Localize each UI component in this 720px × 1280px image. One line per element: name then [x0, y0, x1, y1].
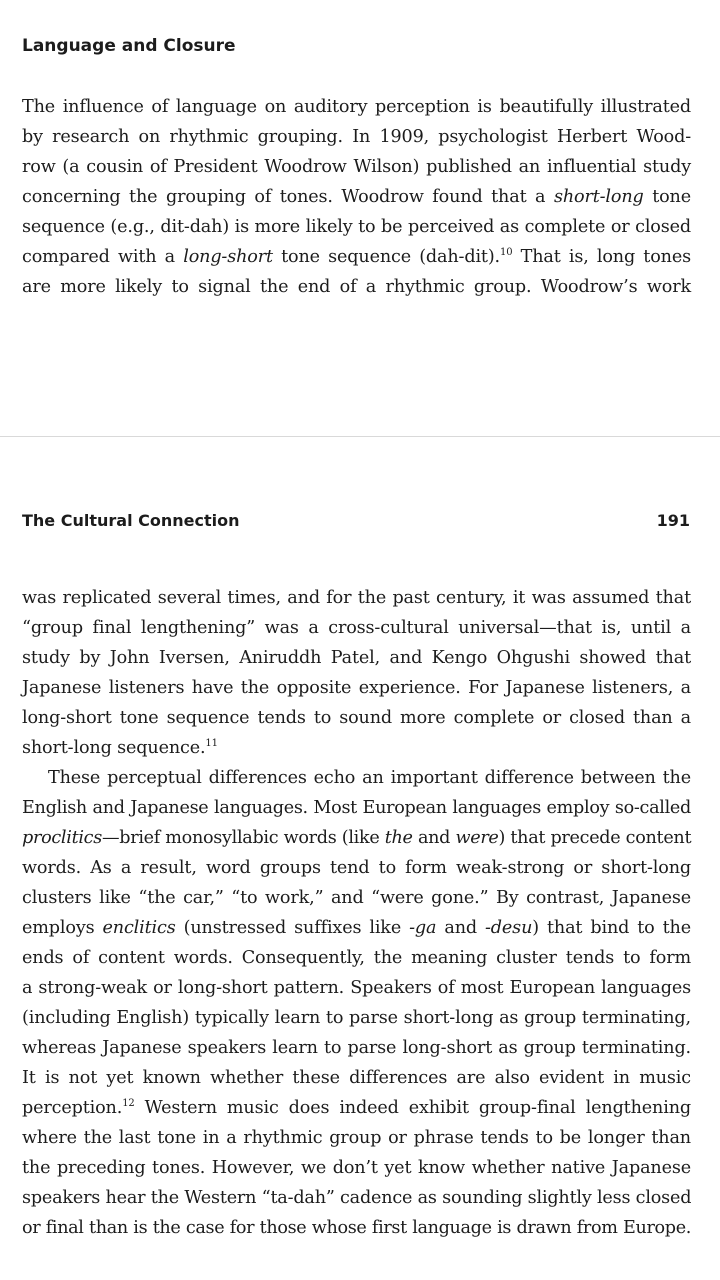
- text-line: short-long sequence.$^{11}$: [22, 738, 218, 758]
- text-line: was replicated several times, and for the past century, it was assumed that: [22, 588, 691, 608]
- text-line: the preceding tones. However, we don’t yet know whether native Japanese: [22, 1158, 691, 1178]
- italic-term: proclitics: [22, 828, 102, 848]
- bottom-body-text: [22, 583, 691, 1243]
- text-line: speakers hear the Western “ta-dah” cadence as sounding slightly less closed: [22, 1188, 692, 1208]
- italic-term: short-long: [553, 187, 644, 207]
- italic-term: enclitics: [102, 918, 176, 938]
- text-line: study by John Iversen, Aniruddh Patel, and Kengo Ohgushi showed that: [22, 648, 691, 668]
- text-line: employs enclitics (unstressed suffixes like -ga and -desu) that bind to the: [22, 918, 691, 938]
- text-line: “group final lengthening” was a cross-cultural universal—that is, until a: [22, 618, 691, 638]
- text-line: sequence (e.g., dit-dah) is more likely to be perceived as complete or closed: [22, 217, 691, 237]
- top-body-text: [22, 92, 691, 302]
- page-number: 191: [656, 511, 690, 530]
- footnote-ref: 12: [122, 1098, 135, 1110]
- text-line: row (a cousin of President Woodrow Wilson) published an influential study: [22, 157, 691, 177]
- italic-term: -desu: [485, 918, 533, 938]
- text-line: It is not yet known whether these differences are also evident in music: [22, 1068, 691, 1088]
- footnote-ref: 10: [500, 247, 513, 259]
- footnote-ref: 11: [205, 738, 218, 750]
- text-line: English and Japanese languages. Most European languages employ so-called: [22, 798, 691, 818]
- text-line: by research on rhythmic grouping. In 1909, psychologist Herbert Wood-: [22, 127, 691, 147]
- bottom-page: [0, 437, 720, 1280]
- text-line: clusters like “the car,” “to work,” and “were gone.” By contrast, Japanese: [22, 888, 691, 908]
- running-head: The Cultural Connection: [22, 511, 240, 530]
- text-line: ends of content words. Consequently, the meaning cluster tends to form: [22, 948, 691, 968]
- text-line: These perceptual differences echo an important difference between the: [48, 768, 691, 788]
- text-line: words. As a result, word groups tend to form weak-strong or short-long: [22, 858, 691, 878]
- text-line: Japanese listeners have the opposite experience. For Japanese listeners, a: [22, 678, 691, 698]
- text-line: or final than is the case for those whose first language is drawn from Europe.: [22, 1218, 691, 1238]
- text-line: concerning the grouping of tones. Woodrow found that a short-long tone: [22, 187, 691, 207]
- section-heading: Language and Closure: [22, 36, 236, 56]
- text-line: a strong-weak or long-short pattern. Speakers of most European languages: [22, 978, 691, 998]
- text-line: are more likely to signal the end of a rhythmic group. Woodrow’s work: [22, 277, 691, 297]
- text-line: whereas Japanese speakers learn to parse long-short as group terminating.: [22, 1038, 691, 1058]
- text-line: long-short tone sequence tends to sound more complete or closed than a: [22, 708, 691, 728]
- italic-term: -ga: [409, 918, 437, 938]
- text-line: perception.$^{12}$ Western music does indeed exhibit group-final lengthening: [22, 1098, 691, 1118]
- text-line: where the last tone in a rhythmic group or phrase tends to be longer than: [22, 1128, 691, 1148]
- text-line: proclitics—brief monosyllabic words (like the and were) that precede content: [22, 828, 692, 848]
- text-line: compared with a long-short tone sequence (dah-dit).$^{10}$ That is, long tones: [22, 247, 691, 267]
- italic-term: were: [455, 828, 499, 848]
- top-page: [0, 0, 720, 436]
- text-line: The influence of language on auditory perception is beautifully illustrated: [22, 97, 691, 117]
- italic-term: the: [384, 828, 413, 848]
- text-line: (including English) typically learn to parse short-long as group terminating,: [22, 1008, 691, 1028]
- italic-term: long-short: [183, 247, 273, 267]
